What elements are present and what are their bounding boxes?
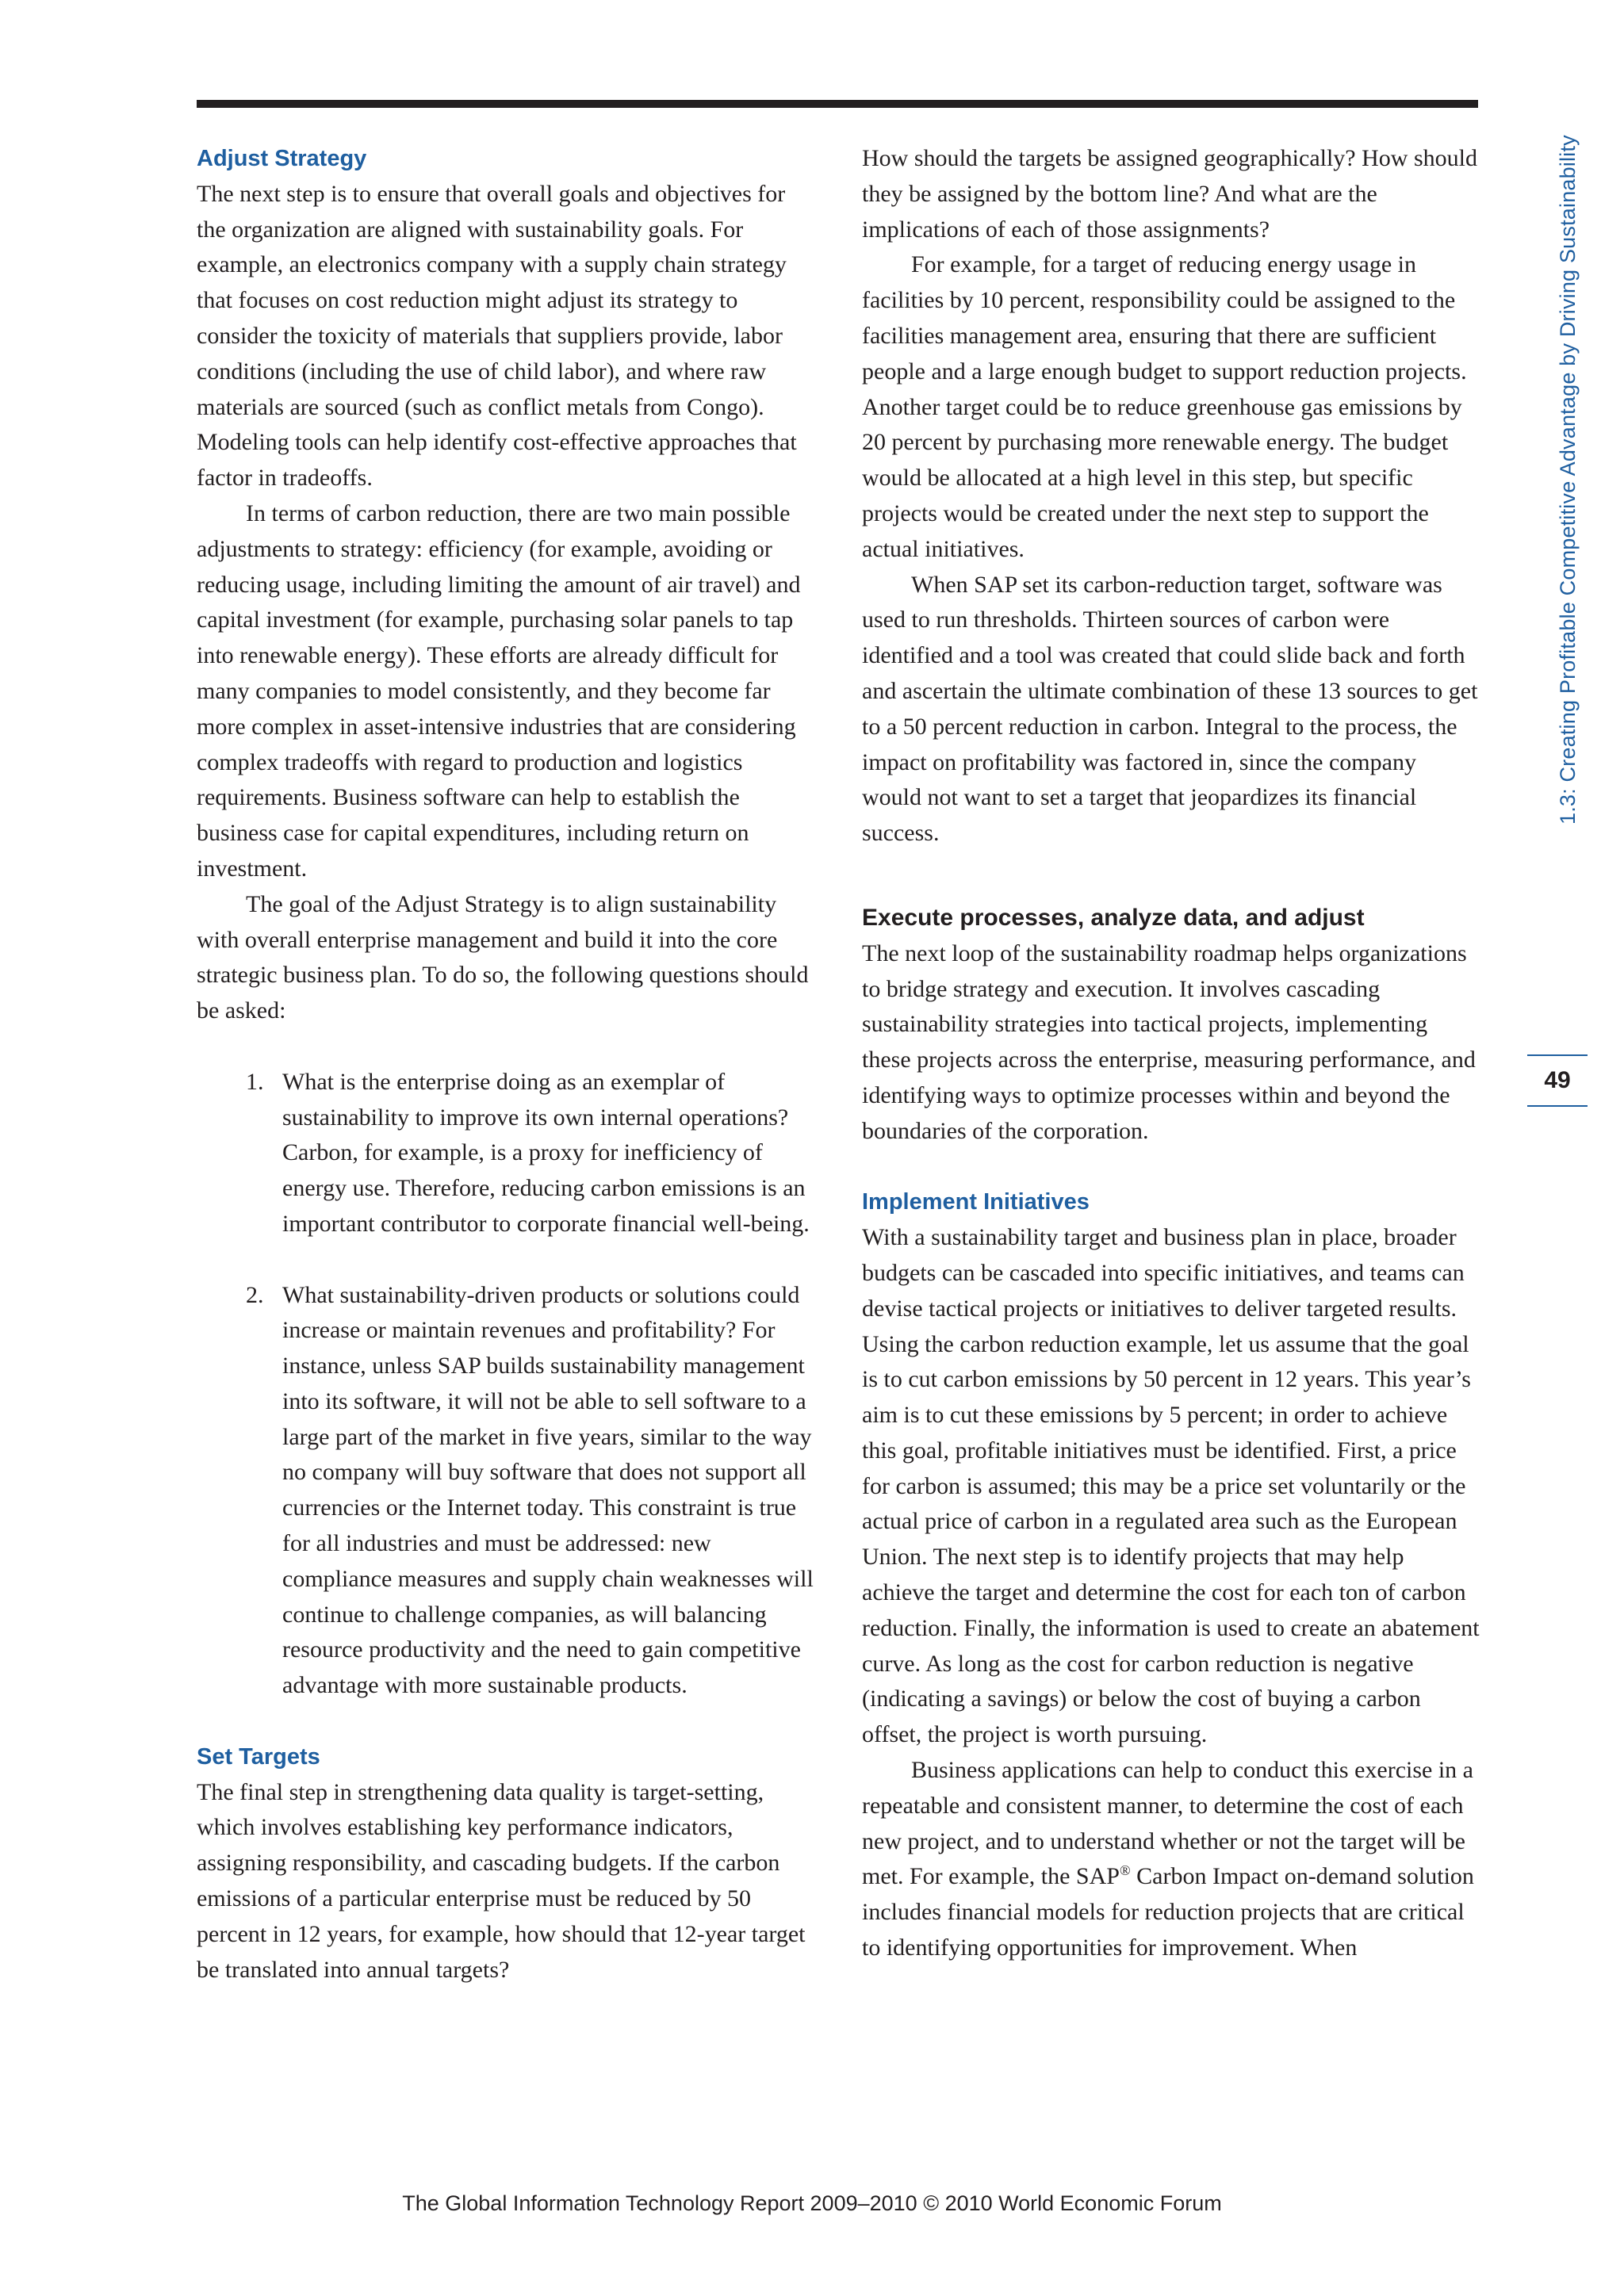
list-number: 1.: [246, 1068, 264, 1095]
paragraph: How should the targets be assigned geographically? How should they be assigned by the bottom line? And what are the implications of each of those assignments?: [862, 145, 1477, 243]
right-column: [862, 141, 1480, 1966]
list-item-text: What sustainability-driven products or solutions could increase or maintain revenues and profitability? For instance, unless SAP builds sustainability management into its software, it will not be able to sell software to a large part of the market in five years, similar to the way no company will buy software that does not support all currencies or the Internet today. This constraint is true for all industries and must be addressed: new compliance measures and supply chain weaknesses will continue to challenge companies, as will balancing resource productivity and the need to gain competitive advantage with more sustainable products.: [282, 1281, 814, 1699]
paragraph: The next step is to ensure that overall goals and objectives for the organization are aligned with sustainability goals. For example, an electronics company with a supply chain strategy that focuses on cost reduction might adjust its strategy to consider the toxicity of materials that suppliers provide, labor conditions (including the use of child labor), and where raw materials are sourced (such as conflict metals from Congo). Modeling tools can help identify cost-effective approaches that factor in tradeoffs.: [197, 180, 797, 492]
running-title: 1.3: Creating Profitable Competitive Advantage by Driving Sustainability: [1556, 135, 1580, 825]
top-rule: [197, 100, 1478, 108]
section-heading-implement-initiatives: Implement Initiatives: [862, 1189, 1090, 1215]
paragraph-text: Carbon Impact on-demand solution includes financial models for reduction projects that are critical to identifying opportunities for improvement. When: [862, 1863, 1474, 1961]
left-column: [197, 141, 815, 1988]
section-heading-execute: Execute processes, analyze data, and adjust: [862, 904, 1365, 931]
list-item: [246, 1278, 815, 1705]
paragraph: [862, 1753, 1480, 1966]
list-number: 2.: [246, 1281, 264, 1308]
list-item-text: What is the enterprise doing as an exemplar of sustainability to improve its own internal operations? Carbon, for example, is a proxy for inefficiency of energy use. Therefore, reducing carbon emissions is an important contributor to corporate financial well-being.: [282, 1068, 810, 1237]
section-heading-set-targets: Set Targets: [197, 1743, 320, 1770]
paragraph: For example, for a target of reducing energy usage in facilities by 10 percent, responsibility could be assigned to the facilities management area, ensuring that there are sufficient people and a large enough budget to support reduction projects. Another target could be to reduce greenhouse gas emissions by 20 percent by purchasing more renewable energy. The budget would be allocated at a high level in this step, but specific projects would be created under the next step to support the actual initiatives.: [862, 251, 1467, 562]
paragraph-text: Business applications can help to conduct this exercise in a repeatable and consistent manner, to determine the cost of each new project, and to understand whether or not the target will be met. For example, the SAP: [862, 1757, 1473, 1890]
paragraph: The final step in strengthening data quality is target-setting, which involves establishing key performance indicators, assigning responsibility, and cascading budgets. If the carbon emissions of a particular enterprise must be reduced by 50 percent in 12 years, for example, how should that 12-year target be translated into annual targets?: [197, 1778, 806, 1983]
paragraph: The next loop of the sustainability roadmap helps organizations to bridge strategy and execution. It involves cascading sustainability strategies into tactical projects, implementing these projects across the enterprise, measuring performance, and identifying ways to optimize processes within and beyond the boundaries of the corporation.: [862, 939, 1476, 1144]
paragraph: With a sustainability target and business plan in place, broader budgets can be cascaded into specific initiatives, and teams can devise tactical projects or initiatives to deliver targeted results. Using the carbon reduction example, let us assume that the goal is to cut carbon emissions by 50 percent in 12 years. This year’s aim is to cut these emissions by 5 percent; in order to achieve this goal, profitable initiatives must be identified. First, a price for carbon is assumed; this may be a price set voluntarily or the actual price of carbon in a regulated area such as the European Union. The next step is to identify projects that may help achieve the target and determine the cost for each ton of carbon reduction. Finally, the information is used to create an abatement curve. As long as the cost for carbon reduction is negative (indicating a savings) or below the cost of buying a carbon offset, the project is worth pursuing.: [862, 1224, 1480, 1748]
footer-text: The Global Information Technology Report 2009–2010 © 2010 World Economic Forum: [402, 2191, 1222, 2215]
page-number: 49: [1527, 1054, 1588, 1107]
paragraph: In terms of carbon reduction, there are two main possible adjustments to strategy: efficiency (for example, avoiding or reducing usage, including limiting the amount of air travel) and capital investment (for example, purchasing solar panels to tap into renewable energy). These efforts are already difficult for many companies to model consistently, and they become far more complex in asset-intensive industries that are considering complex tradeoffs with regard to production and logistics requirements. Business software can help to establish the business case for capital expenditures, including return on investment.: [197, 499, 801, 882]
question-list: [197, 1065, 815, 1704]
list-item: [246, 1065, 815, 1242]
registered-mark: ®: [1119, 1862, 1131, 1879]
section-heading-adjust-strategy: Adjust Strategy: [197, 146, 367, 171]
paragraph: The goal of the Adjust Strategy is to align sustainability with overall enterprise management and build it into the core strategic business plan. To do so, the following questions should be asked:: [197, 890, 809, 1024]
paragraph: When SAP set its carbon-reduction target, software was used to run thresholds. Thirteen sources of carbon were identified and a tool was created that could slide back and forth and ascertain the ultimate combination of these 13 sources to get to a 50 percent reduction in carbon. Integral to the process, the impact on profitability was factored in, since the company would not want to set a target that jeopardizes its financial success.: [862, 571, 1478, 847]
